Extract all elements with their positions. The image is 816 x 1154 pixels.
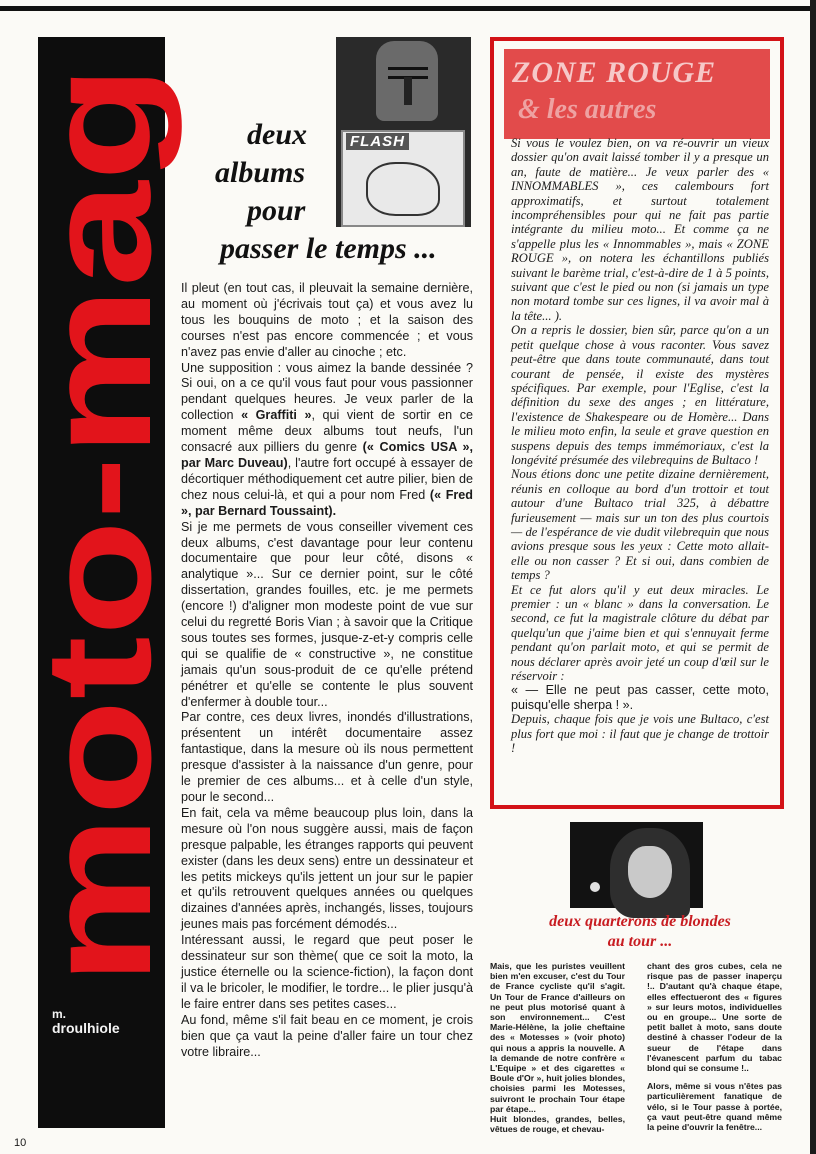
zone-rouge-subtitle: & les autres xyxy=(518,94,657,125)
moto-mag-banner xyxy=(14,37,182,1128)
blondes-column-2 xyxy=(647,961,782,1132)
article-paragraph: En fait, cela va même beaucoup plus loin, dans la mesure où l'on nous suggère aussi, mais de façon presque palpable, les étranges rapports qui peuvent exister (dans les deux sens) entre un dessinateur et les petits mickeys qu'ils jettent un jour sur le papier et qu'ils retrouvent quelques années ou quelques dizaines d'années après, inchangés, lisses, toujours jeunes mais pas forcément démodés... xyxy=(181,805,473,932)
blondes-column-1 xyxy=(490,961,625,1134)
article-paragraph: Par contre, ces deux livres, inondés d'illustrations, présentent un intérêt documentaire assez fantastique, dans la mesure où ils nous permettent presque d'assister à la naissance d'un genre, pour le premier de ces albums... et à celle d'un style, pour le second... xyxy=(181,710,473,804)
album-credit: (« Fred », par Bernard Toussaint). xyxy=(181,487,473,518)
blondes-paragraph: chant des gros cubes, cela ne risque pas de passer inaperçu !.. D'autant qu'à chaque étape, elles effectueront des « figures » sur leurs motos, individuelles ou en groupe... Une sorte de petit ballet à moto, sans doute destiné à chasser l'odeur de la sueur de l'étape dans l'évanescent parfum du tabac blond qui se consume !.. xyxy=(647,961,782,1074)
zone-paragraph: Depuis, chaque fois que je vois une Bultaco, c'est plus fort que moi : il faut que je change de trottoir ! xyxy=(511,712,769,756)
zone-paragraph: Nous étions donc une petite dizaine dernièrement, réunis en colloque au bord d'un trottoir et tout autour d'une Bultaco trial 325, à débattre furieusement — mais sur un ton des plus courtois — de l'espérance de vie dudit vilebrequin que nous avions presque sous les yeux : Cette moto allait-elle ou non casser ? Et si oui, dans combien de temps ? xyxy=(511,467,769,583)
album-cover-title: FLASH xyxy=(346,133,409,150)
text-run: , qui vient de sortir en ce moment même deux albums tout neufs, l'un consacré aux pilliers du genre xyxy=(181,408,473,455)
blondes-paragraph: Alors, même si vous n'êtes pas particulièrement fanatique de vélo, si le Tour passe à portée, ça vaut peut-être quand même la peine d'ouvrir la fenêtre... xyxy=(647,1081,782,1133)
author-credit xyxy=(52,1007,162,1035)
zone-paragraph: Si vous le voulez bien, on va ré-ouvrir un vieux dossier qu'on avait laissé tomber il y a presque un an, faute de matière... Je veux parler des « INNOMMABLES », ces calembours fort approximatifs, et surtout totalement incompréhensibles pour qui ne fait pas partie intégrante du milieu moto... Et comme ça ne s'appelle plus les « Innommables », mais « ZONE ROUGE », on notera les échantillons publiés suivant le barème trial, c'est-à-dire de 1 à 5 points, suivant que c'est le pied ou non (si jamais un type non motard tombe sur ces lignes, il va avoir mal à la tête... ). xyxy=(511,136,769,323)
author-name: droulhiole xyxy=(52,1020,120,1036)
article-body xyxy=(181,281,473,1060)
author-initial: m. xyxy=(52,1007,67,1021)
article-headline xyxy=(212,116,474,268)
article-paragraph: Si je me permets de vous conseiller vivement ces deux albums, c'est davantage pour leur contenu documentaire que pour leur côté, disons « analytique »... Sur ce dernier point, sur le côté dissertation, grandes fouilles, etc. je me permets (encore !) d'aligner mon modeste point de vue sur celui du regretté Boris Vian ; à savoir que la Critique sous toutes ses formes, jusque-z-et-y compris celle qui se qualifie de « constructive », ne constitue jamais qu'un sous-produit de ce qu'elle prétend pénétrer et qu'elle se contente le plus souvent d'enfermer à double tour... xyxy=(181,519,473,709)
photo-face xyxy=(628,846,672,898)
blonde-photo xyxy=(570,822,703,908)
zone-rouge-title: ZONE ROUGE xyxy=(512,56,717,89)
text-run: , l'autre fort occupé à essayer de décortiquer méthodiquement cet autre pilier, bien de chez nous celui-là, et qui a pour nom Fred xyxy=(181,455,473,502)
headline-line-1: deux xyxy=(247,118,307,151)
blondes-headline xyxy=(505,912,775,952)
page-edge xyxy=(810,0,816,1154)
blondes-paragraph: Huit blondes, grandes, belles, vêtues de rouge, et chevau- xyxy=(490,1114,625,1135)
zone-paragraph: « — Elle ne peut pas casser, cette moto, puisqu'elle sherpa ! ». xyxy=(511,683,769,712)
banner-title-art xyxy=(14,37,182,1128)
banner-title: moto-mag xyxy=(14,260,182,985)
headline-line-3: pour xyxy=(247,194,306,227)
headline-line-2: albums xyxy=(215,156,306,189)
article-paragraph: Au fond, même s'il fait beau en ce moment, je crois bien que ça vaut la peine d'aller faire un tour chez votre libraire... xyxy=(181,1012,473,1059)
collection-name: « Graffiti » xyxy=(241,408,312,423)
top-rule xyxy=(0,6,816,11)
headline-line-4: passer le temps ... xyxy=(220,232,437,265)
zone-paragraph: Et ce fut alors qu'il y eut deux miracles. Le premier : un « blanc » dans la conversation. Le second, ce fut la magistrale clôture du débat par quelqu'un que j'aime bien et qui s'ennuyait ferme pendant qu'on parlait moto, et qui se permit de nous déclarer après avoir jeté un coup d'œil sur le réservoir : xyxy=(511,582,769,684)
zone-rouge-header xyxy=(504,49,770,139)
zone-rouge-text xyxy=(511,136,769,755)
face-nose xyxy=(404,77,412,105)
blondes-paragraph: Mais, que les puristes veuillent bien m'en excuser, c'est du Tour de France cycliste qu'il s'agit. Un Tour de France d'ailleurs on ne peut plus motorisé quant à son environnement... C'est Marie-Hélène, la jolie cheftaine des « Motesses » (voir photo) qui nous a appris la nouvelle. A la demande de notre confrère « L'Equipe » et des cigarettes « Boule d'Or », huit jolies blondes, choisies parmi les Motesses, suivront le prochain Tour étape par étape... xyxy=(490,961,625,1114)
zone-paragraph: On a repris le dossier, bien sûr, parce qu'on a un petit quelque chose à vous raconter. Vous savez peut-être que dans toute communauté, dans tout courant de pensée, il existe des mystères spécifiques. Par exemple, pour l'Eglise, c'est la définition du sexe des anges ; en littérature, l'existence de Shakespeare ou de Homère... Dans le milieu moto enfin, la seule et grave question en suspens depuis des temps immémoriaux, c'est la longévité présumée des vilebrequins de Bultaco ! xyxy=(511,323,769,467)
blondes-title-line-2: au tour ... xyxy=(607,933,673,950)
article-paragraph: Il pleut (en tout cas, il pleuvait la semaine dernière, au moment où j'écrivais tout ça) et vous avez lu tous les bouquins de moto ; et la saison des courses n'est pas encore commencée ; et vous n'avez pas envie d'aller au cinoche ; etc. xyxy=(181,281,473,359)
photo-highlight xyxy=(590,882,600,892)
article-paragraph: Intéressant aussi, le regard que peut poser le dessinateur sur son thème( que ce soit la moto, la justice éternelle ou la science-fiction), la façon dont il va le bricoler, le modifier, le tordre... le plier jusqu'à le faire entrer dans ses petites cases... xyxy=(181,933,473,1011)
article-paragraph xyxy=(181,361,473,520)
blondes-title-line-1: deux quarterons de blondes xyxy=(549,913,731,930)
text-run: Une supposition : vous aimez la bande dessinée ? Si oui, on a ce qu'il vous faut pour vous passionner pendant quelques heures. Je veux parler de la collection xyxy=(181,360,473,423)
album-credit: (« Comics USA », par Marc Duveau) xyxy=(181,440,473,470)
page-number: 10 xyxy=(14,1137,27,1149)
zone-rouge-box xyxy=(490,37,784,809)
